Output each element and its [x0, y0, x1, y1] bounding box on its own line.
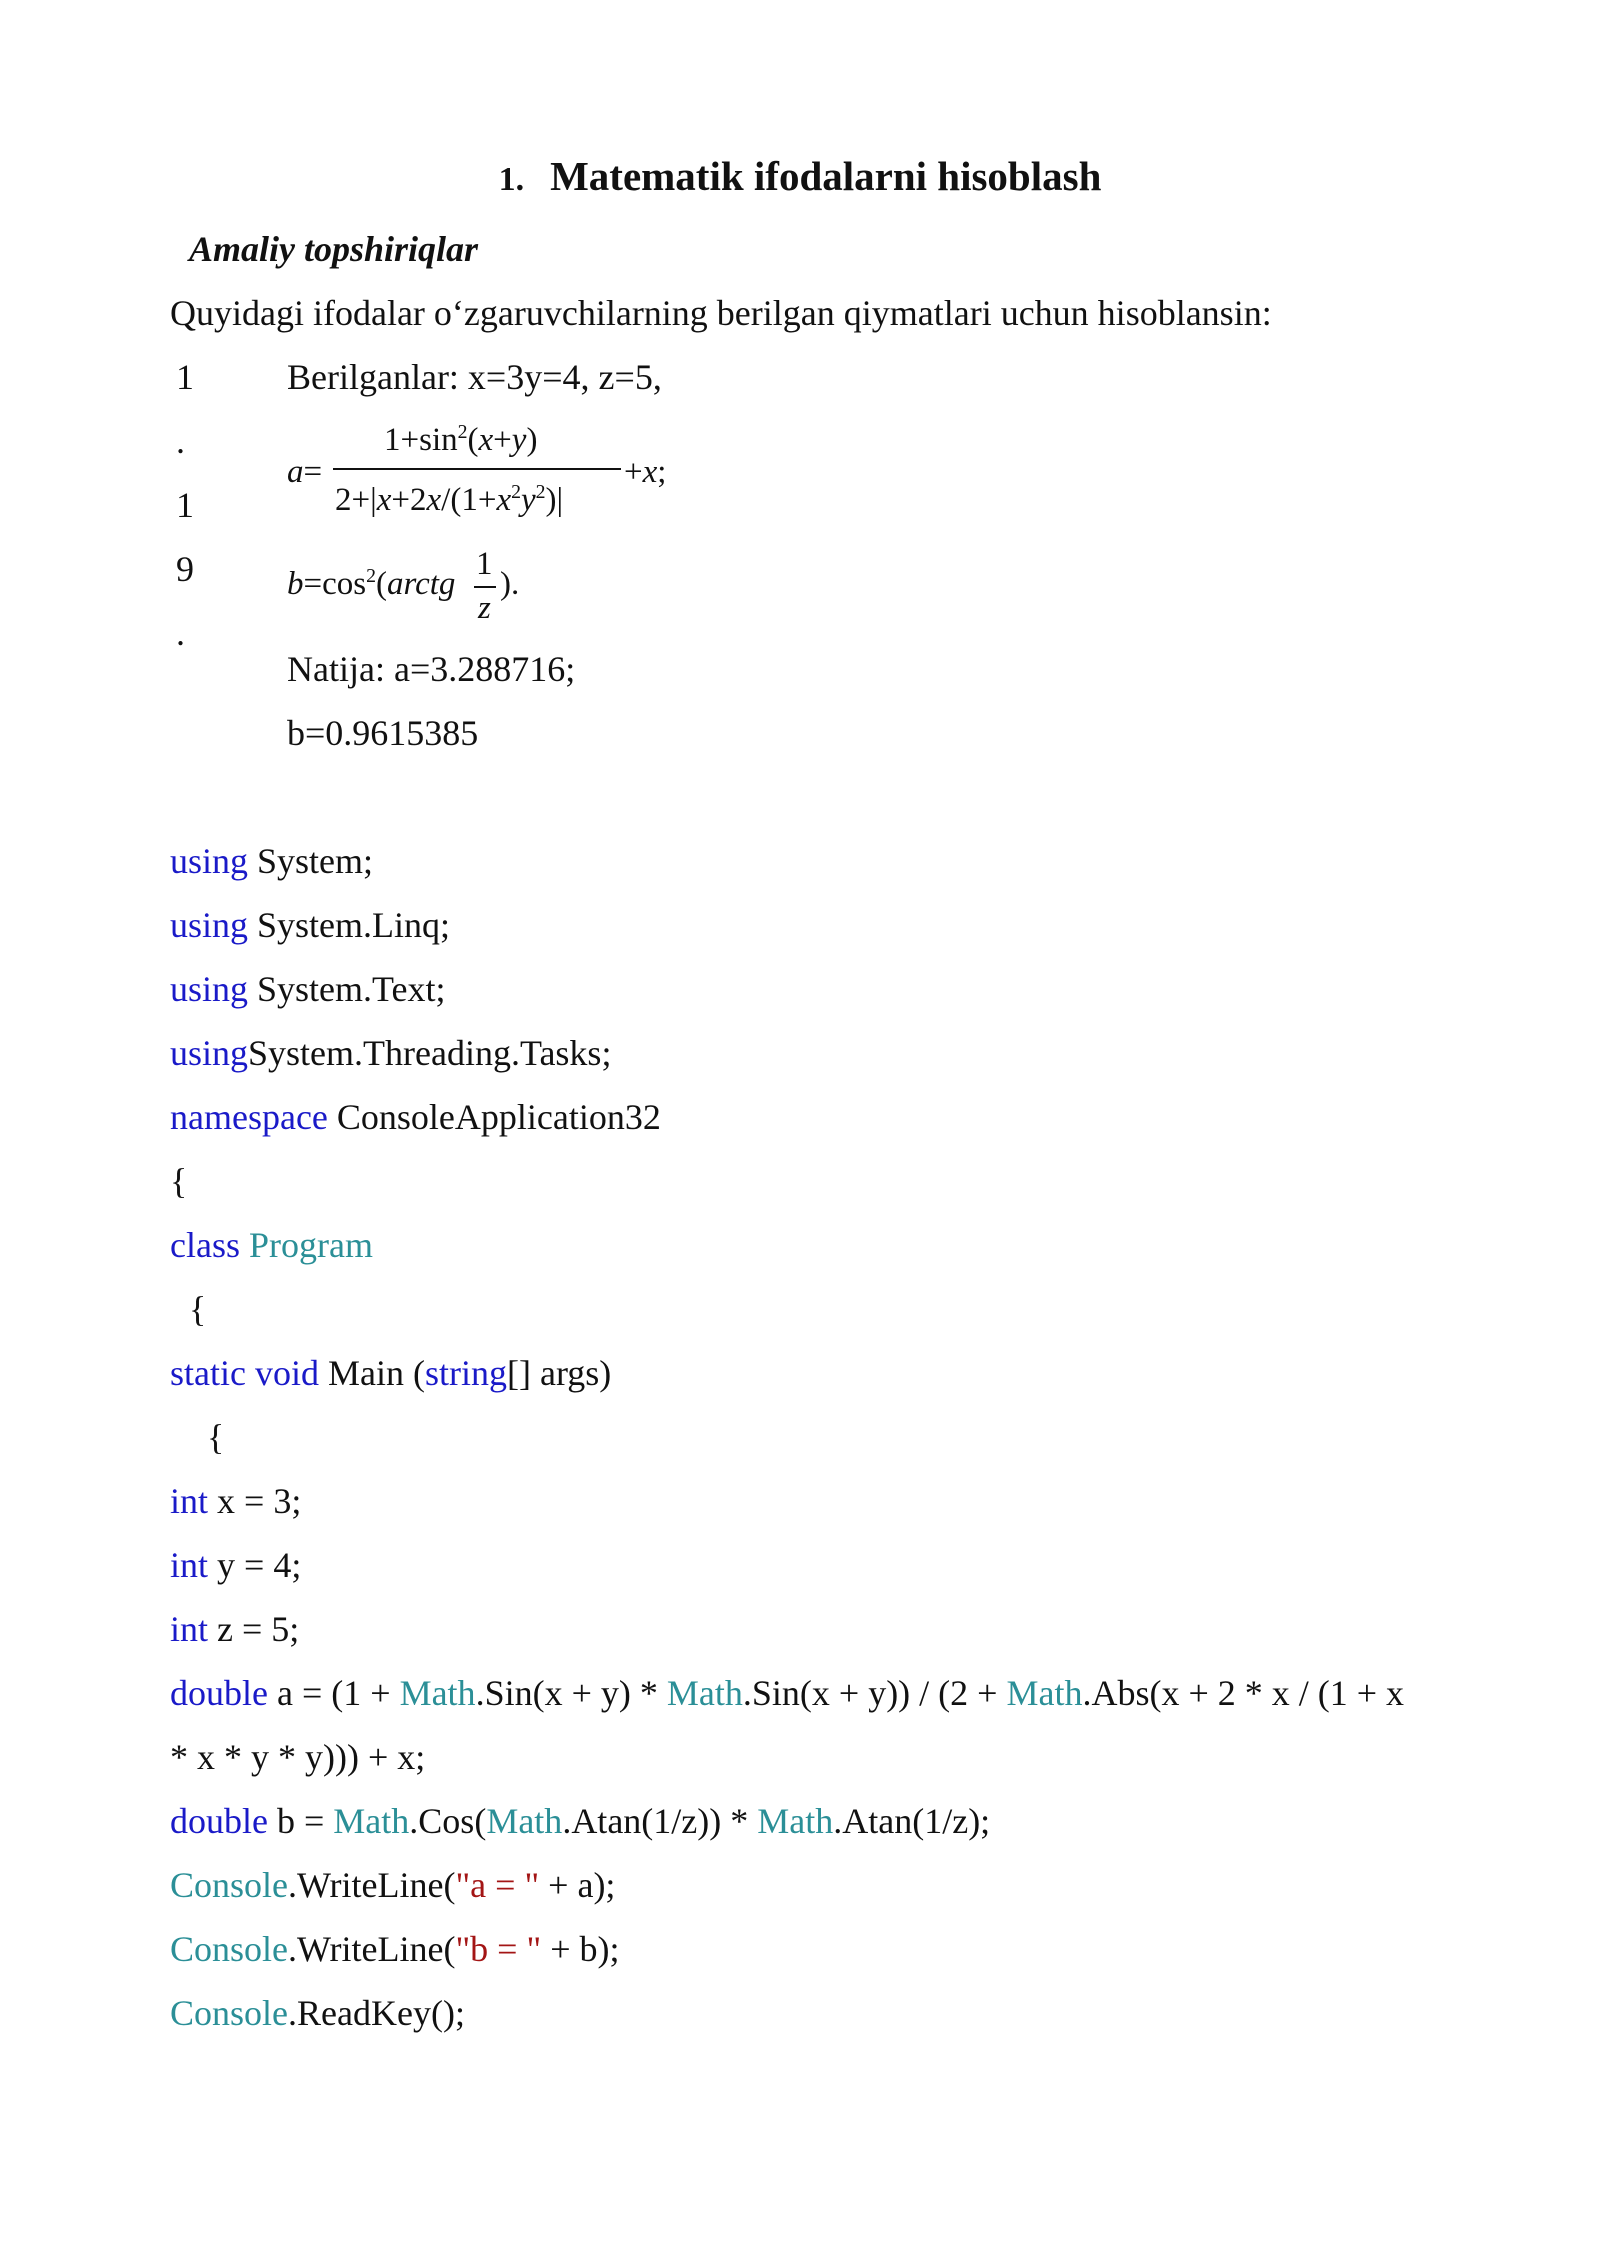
code-line: {	[189, 1289, 207, 1329]
code-text: [] args)	[506, 1353, 612, 1393]
code-text: z = 5;	[208, 1609, 300, 1649]
code-type: Math	[399, 1673, 476, 1713]
code-text: .Atan(1/z)) *	[562, 1801, 758, 1841]
code-text: System;	[248, 841, 374, 881]
section-number: 1.	[498, 161, 525, 198]
code-text: .WriteLine(	[288, 1865, 456, 1905]
code-line	[170, 1672, 1404, 1714]
code-line	[170, 1608, 299, 1650]
code-string: "a = "	[455, 1865, 540, 1905]
code-text: .WriteLine(	[288, 1929, 456, 1969]
given-values: Berilganlar: x=3y=4, z=5,	[287, 357, 662, 397]
code-keyword: int	[170, 1481, 209, 1521]
code-line	[170, 1544, 301, 1586]
result-b: b=0.9615385	[287, 713, 479, 753]
code-text: ConsoleApplication32	[327, 1097, 661, 1137]
code-text: .Atan(1/z);	[833, 1801, 991, 1841]
code-line	[170, 1992, 465, 2034]
code-text: a = (1 +	[267, 1673, 400, 1713]
code-line	[170, 1032, 611, 1074]
code-keyword: using	[170, 905, 249, 945]
code-text: System.Linq;	[248, 905, 451, 945]
code-text: + a);	[539, 1865, 616, 1905]
code-keyword: using	[170, 841, 249, 881]
formula-b-fraction-bar	[474, 586, 496, 588]
formula-a-denominator: $2+|x+2x/(1+x^2y^2)|$	[335, 481, 564, 518]
code-text: System.Threading.Tasks;	[248, 1033, 612, 1073]
code-type: Math	[1006, 1673, 1083, 1713]
code-keyword: double	[170, 1673, 268, 1713]
margin-char: .	[176, 421, 185, 461]
code-text: .Sin(x + y) *	[475, 1673, 667, 1713]
margin-char: 1	[176, 357, 194, 397]
code-text: .Cos(	[409, 1801, 487, 1841]
subtitle: Amaliy topshiriqlar	[189, 229, 479, 269]
code-text: System.Text;	[248, 969, 446, 1009]
formula-a-numerator: $1+\sin^2(x+y)$	[384, 421, 538, 458]
code-type: Console	[170, 1993, 289, 2033]
code-line: {	[207, 1417, 225, 1457]
code-keyword: static void	[170, 1353, 319, 1393]
margin-char: 9	[176, 549, 194, 589]
formula-a-fraction-bar	[333, 468, 621, 470]
code-string: "b = "	[455, 1929, 542, 1969]
code-keyword: namespace	[170, 1097, 328, 1137]
code-line	[170, 1864, 615, 1906]
code-keyword: int	[170, 1609, 209, 1649]
code-line: * x * y * y))) + x;	[170, 1737, 426, 1777]
formula-a-tail: +x;	[624, 454, 667, 490]
formula-a-lhs: a=	[287, 454, 323, 490]
code-keyword: using	[170, 1033, 249, 1073]
code-type: Console	[170, 1929, 289, 1969]
formula-b-tail: ).	[500, 566, 520, 602]
code-text: b =	[267, 1801, 334, 1841]
code-type: Math	[757, 1801, 834, 1841]
code-keyword: double	[170, 1801, 268, 1841]
code-type: Program	[239, 1225, 373, 1265]
code-text: Main (	[318, 1353, 425, 1393]
section-title: Matematik ifodalarni hisoblash	[550, 153, 1102, 199]
margin-char: 1	[176, 485, 194, 525]
code-line	[170, 1096, 661, 1138]
code-text: .Sin(x + y)) / (2 +	[742, 1673, 1007, 1713]
code-text: + b);	[541, 1929, 620, 1969]
code-line	[170, 840, 373, 882]
code-line	[170, 1480, 301, 1522]
code-keyword: using	[170, 969, 249, 1009]
formula-b-denominator: z	[478, 590, 491, 626]
code-line	[170, 1800, 990, 1842]
margin-char: .	[176, 613, 185, 653]
formula-b-lhs: $b=\cos^2(arctg$	[287, 565, 456, 602]
code-line	[170, 1352, 611, 1394]
result-a: Natija: a=3.288716;	[287, 649, 576, 689]
code-line: {	[170, 1161, 188, 1201]
code-keyword: class	[170, 1225, 240, 1265]
code-line	[170, 968, 446, 1010]
code-text: .ReadKey();	[288, 1993, 465, 2033]
code-type: Console	[170, 1865, 289, 1905]
code-keyword: string	[424, 1353, 507, 1393]
code-type: Math	[486, 1801, 563, 1841]
intro-paragraph: Quyidagi ifodalar o‘zgaruvchilarning berilgan qiymatlari uchun hisoblansin:	[170, 293, 1272, 333]
code-line	[170, 904, 450, 946]
formula-b-numerator: 1	[476, 546, 493, 582]
code-line	[170, 1928, 619, 1970]
code-line	[170, 1224, 373, 1266]
code-keyword: int	[170, 1545, 209, 1585]
code-type: Math	[666, 1673, 743, 1713]
section-heading	[0, 152, 1600, 200]
code-text: .Abs(x + 2 * x / (1 + x	[1082, 1673, 1405, 1713]
code-type: Math	[333, 1801, 410, 1841]
code-text: y = 4;	[208, 1545, 302, 1585]
code-text: x = 3;	[208, 1481, 302, 1521]
